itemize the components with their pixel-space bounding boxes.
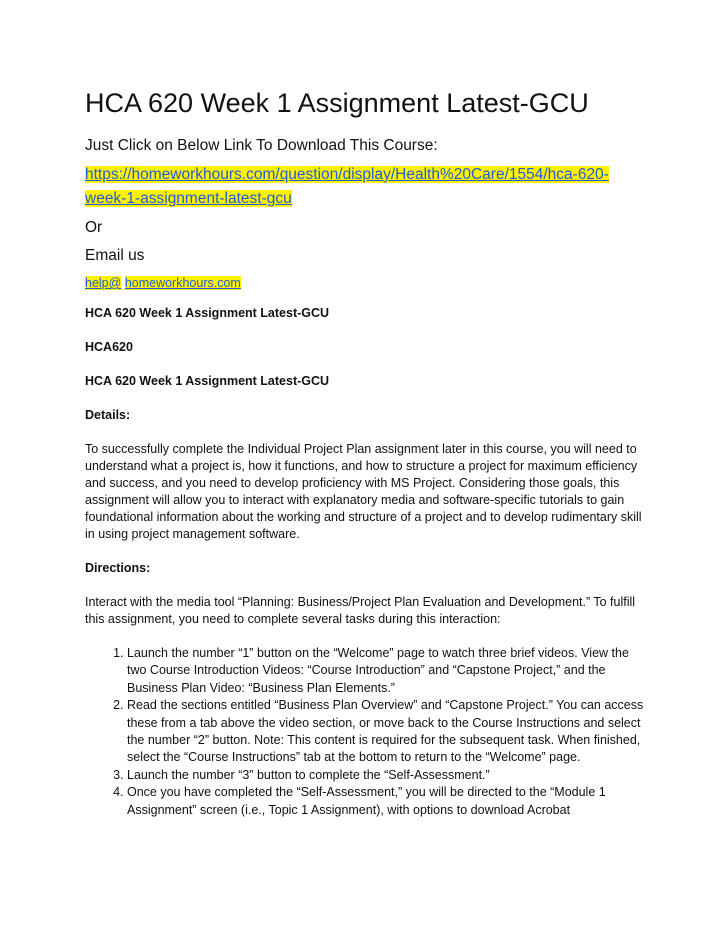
email-link-part1[interactable]: help@ bbox=[85, 276, 122, 290]
step-item: 4. Once you have completed the “Self-Assessment,” you will be directed to the “Module 1 Assignment” screen (i.e., Topic 1 Assignment), with options to download Acrobat bbox=[127, 784, 645, 819]
steps-list bbox=[85, 645, 645, 819]
directions-text: Interact with the media tool “Planning: Business/Project Plan Evaluation and Development.” To fulfill this assignment, you need to complete several tasks during this interaction: bbox=[85, 595, 636, 626]
details-label: Details: bbox=[85, 408, 131, 422]
directions-label: Directions: bbox=[85, 561, 151, 575]
heading-course-code: HCA620 bbox=[85, 340, 133, 354]
details-text: To successfully complete the Individual Project Plan assignment later in this course, you will need to understand what a project is, how it functions, and how to structure a project for maximum efficiency and success, and you need to develop proficiency with MS Project. Considering those goals, this assignment will allow you to interact with explanatory media and software-specific tutorials to gain foundational information about the working and structure of a project and to develop rudimentary skill in using project management software. bbox=[85, 442, 642, 541]
email-address bbox=[85, 273, 645, 293]
download-link-block bbox=[85, 163, 645, 211]
heading-assignment-repeat: HCA 620 Week 1 Assignment Latest-GCU bbox=[85, 374, 330, 388]
email-label: Email us bbox=[85, 247, 145, 264]
download-link[interactable]: https://homeworkhours.com/question/display/Health%20Care/1554/hca-620-week-1-assignment-latest-gcu bbox=[85, 166, 609, 207]
page-title: HCA 620 Week 1 Assignment Latest-GCU bbox=[85, 88, 589, 118]
step-item: 2. Read the sections entitled “Business Plan Overview” and “Capstone Project.” You can access these from a tab above the video section, or move back to the Course Instructions and select the number “2” button. Note: This content is required for the subsequent task. When finished, select the “Course Instructions” tab at the bottom to return to the “Welcome” page. bbox=[127, 697, 645, 767]
or-text: Or bbox=[85, 219, 103, 236]
step-item: 3. Launch the number “3” button to complete the “Self-Assessment.” bbox=[127, 767, 645, 784]
heading-assignment: HCA 620 Week 1 Assignment Latest-GCU bbox=[85, 306, 330, 320]
step-item: 1. Launch the number “1” button on the “Welcome” page to watch three brief videos. View the two Course Introduction Videos: “Course Introduction” and “Capstone Project,” and the Business Plan Video: “Business Plan Elements.” bbox=[127, 645, 645, 697]
document-body bbox=[85, 83, 645, 819]
email-link-part2[interactable]: homeworkhours.com bbox=[124, 276, 241, 290]
download-intro: Just Click on Below Link To Download This Course: bbox=[85, 137, 438, 154]
